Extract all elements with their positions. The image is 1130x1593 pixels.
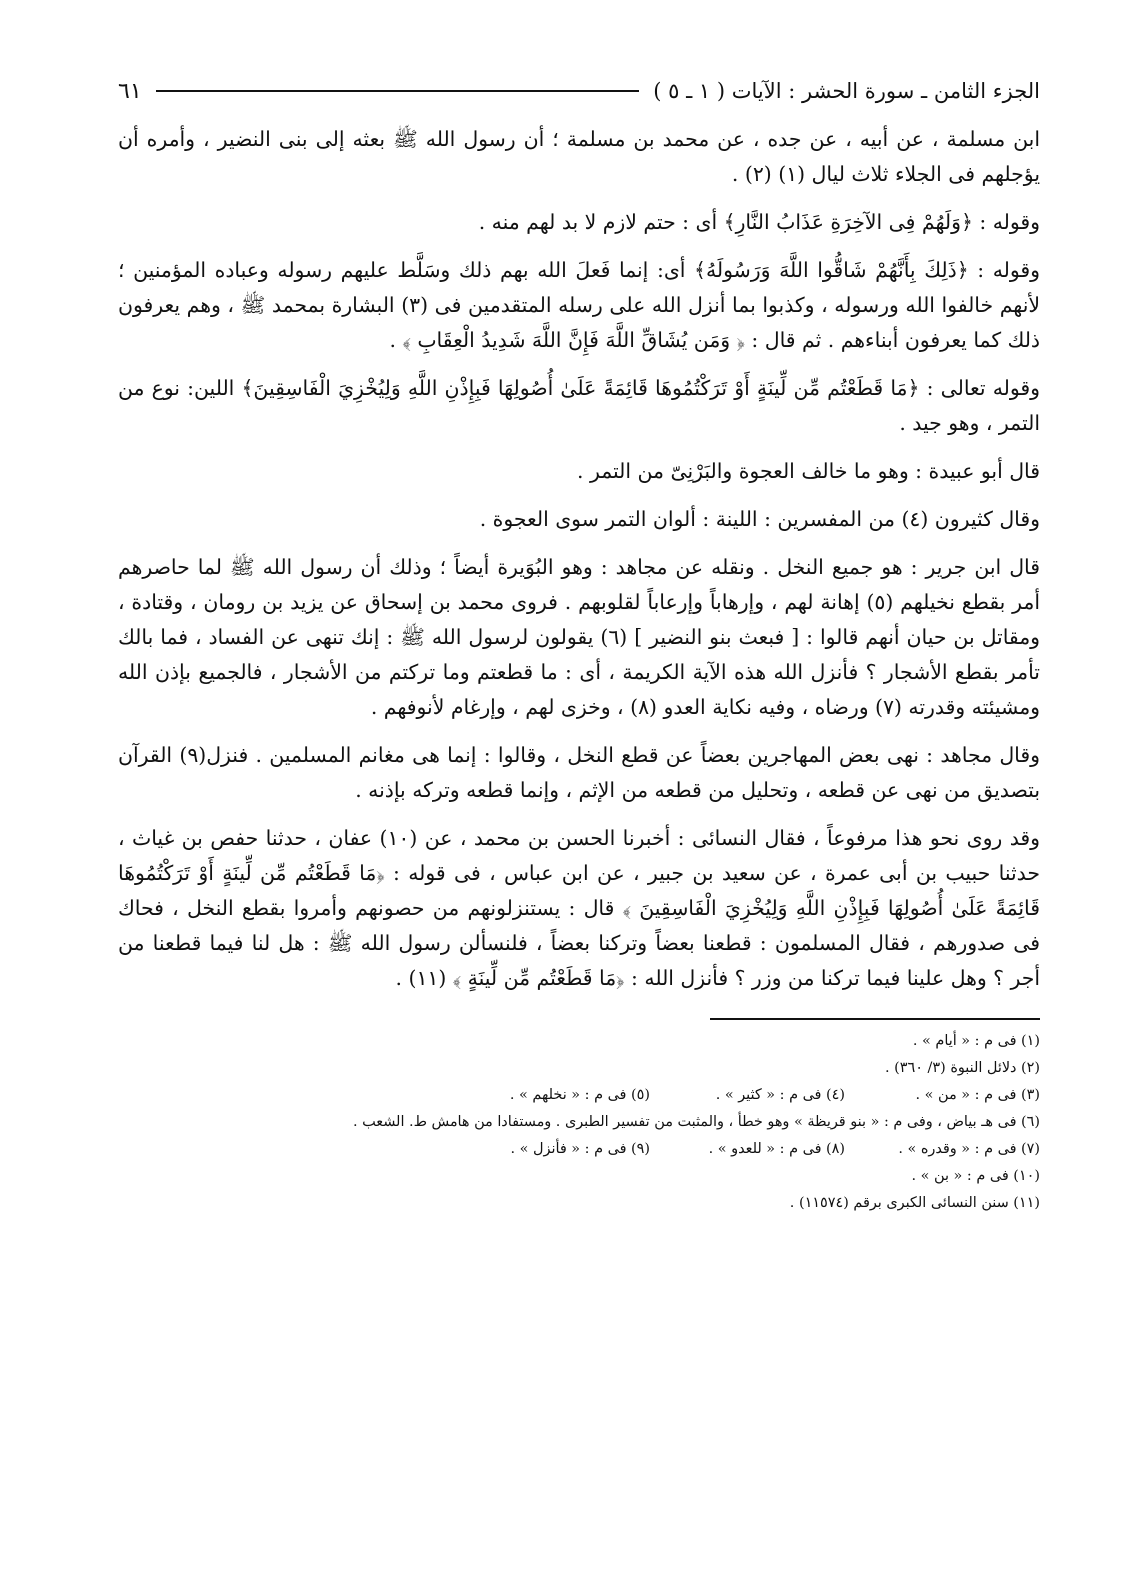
footnote: (٣) فى م : « من » .: [915, 1087, 1040, 1103]
paragraph: وقوله : ﴿ذَلِكَ بِأَنَّهُمْ شَاقُّوا اللَّهَ وَرَسُولَهُ﴾ أى: إنما فَعلَ الله بهم ذلك وسَلَّط عليهم رسوله وعباده المؤمنين ؛ لأنهم خالفوا الله ورسوله ، وكذبوا بما أنزل الله على رسله المتقدمين فى (٣) البشارة بمحمد ﷺ ، وهم يعرفون ذلك كما يعرفون أبناءهم . ثم قال : ﴿ وَمَن يُشَاقِّ اللَّهَ فَإِنَّ اللَّهَ شَدِيدُ الْعِقَابِ ﴾ .: [118, 258, 1040, 352]
footnote: (٥) فى م : « نخلهم » .: [509, 1087, 650, 1103]
footnote: (٩) فى م : « فأنزل » .: [510, 1141, 650, 1157]
footnote-line: [118, 1055, 1040, 1082]
footnote: (٦) فى هـ بياض ، وفى م : « بنو قريظة » وهو خطأ ، والمثبت من تفسير الطبرى . ومستفادا من هامش ط. الشعب .: [353, 1114, 1040, 1130]
page-number: ٦١: [118, 78, 142, 104]
footnote: (٤) فى م : « كثير » .: [715, 1087, 845, 1103]
footnote: (١٠) فى م : « بن » .: [911, 1168, 1040, 1184]
main-text: [118, 122, 1040, 996]
footnote-rule: [710, 1018, 1040, 1020]
footnote: (٢) دلائل النبوة (٣/ ٣٦٠) .: [884, 1060, 1040, 1076]
footnote: (١١) سنن النسائى الكبرى برقم (١١٥٧٤) .: [789, 1195, 1040, 1211]
header-rule: [156, 90, 640, 92]
footnote-line: [118, 1109, 1040, 1136]
footnote-line: [118, 1082, 1040, 1109]
footnote-line: [118, 1136, 1040, 1163]
footnote: (٨) فى م : « للعدو » .: [708, 1141, 845, 1157]
footnotes: [118, 1028, 1040, 1217]
paragraph: وقد روى نحو هذا مرفوعاً ، فقال النسائى : أخبرنا الحسن بن محمد ، عن (١٠) عفان ، حدثنا حفص بن غياث ، حدثنا حبيب بن أبى عمرة ، عن سعيد بن جبير ، عن ابن عباس ، فى قوله : ﴿مَا قَطَعْتُم مِّن لِّينَةٍ أَوْ تَرَكْتُمُوهَا قَائِمَةً عَلَىٰ أُصُولِهَا فَبِإِذْنِ اللَّهِ وَلِيُخْزِيَ الْفَاسِقِينَ ﴾ قال : يستنزلونهم من حصونهم وأمروا بقطع النخل ، فحاك فى صدورهم ، فقال المسلمون : قطعنا بعضاً وتركنا بعضاً ، فلنسألن رسول الله ﷺ : هل لنا فيما قطعنا من أجر ؟ وهل علينا فيما تركنا من وزر ؟ فأنزل الله : ﴿مَا قَطَعْتُم مِّن لِّينَةٍ ﴾ (١١) .: [118, 826, 1040, 990]
paragraph: وقوله : ﴿وَلَهُمْ فِى الآخِرَةِ عَذَابُ النَّارِ﴾ أى : حتم لازم لا بد لهم منه .: [478, 210, 1040, 234]
footnote-line: [118, 1028, 1040, 1055]
paragraph: قال أبو عبيدة : وهو ما خالف العجوة والبَرْنِىّ من التمر .: [577, 459, 1040, 483]
footnote-line: [118, 1190, 1040, 1217]
paragraph: وقال مجاهد : نهى بعض المهاجرين بعضاً عن قطع النخل ، وقالوا : إنما هى مغانم المسلمين . فنزل(٩) القرآن بتصديق من نهى عن قطعه ، وتحليل من قطعه من الإثم ، وإنما قطعه وتركه بإذنه .: [118, 743, 1040, 802]
running-title: الجزء الثامن ـ سورة الحشر : الآيات ( ١ ـ ٥ ): [653, 79, 1040, 103]
running-header: [118, 70, 1040, 112]
paragraph: وقوله تعالى : ﴿مَا قَطَعْتُم مِّن لِّينَةٍ أَوْ تَرَكْتُمُوهَا قَائِمَةً عَلَىٰ أُصُولِهَا فَبِإِذْنِ اللَّهِ وَلِيُخْزِيَ الْفَاسِقِينَ﴾ اللين: نوع من التمر ، وهو جيد .: [118, 376, 1040, 435]
footnote: (١) فى م : « أيام » .: [912, 1033, 1040, 1049]
footnote: (٧) فى م : « وقدره » .: [898, 1141, 1040, 1157]
footnote-line: [118, 1163, 1040, 1190]
paragraph: قال ابن جرير : هو جميع النخل . ونقله عن مجاهد : وهو البُوَيرة أيضاً ؛ وذلك أن رسول الله ﷺ لما حاصرهم أمر بقطع نخيلهم (٥) إهانة لهم ، وإرهاباً وإرعاباً لقلوبهم . فروى محمد بن إسحاق عن يزيد بن رومان ، وقتادة ، ومقاتل بن حيان أنهم قالوا : [ فبعث بنو النضير ] (٦) يقولون لرسول الله ﷺ : إنك تنهى عن الفساد ، فما بالك تأمر بقطع الأشجار ؟ فأنزل الله هذه الآية الكريمة ، أى : ما قطعتم وما تركتم من الأشجار ، فالجميع بإذن الله ومشيئته وقدرته (٧) ورضاه ، وفيه نكاية العدو (٨) ، وخزى لهم ، وإرغام لأنوفهم .: [118, 555, 1040, 719]
paragraph: ابن مسلمة ، عن أبيه ، عن جده ، عن محمد بن مسلمة ؛ أن رسول الله ﷺ بعثه إلى بنى النضير ، وأمره أن يؤجلهم فى الجلاء ثلاث ليال (١) (٢) .: [118, 127, 1040, 186]
paragraph: وقال كثيرون (٤) من المفسرين : اللينة : ألوان التمر سوى العجوة .: [479, 507, 1040, 531]
